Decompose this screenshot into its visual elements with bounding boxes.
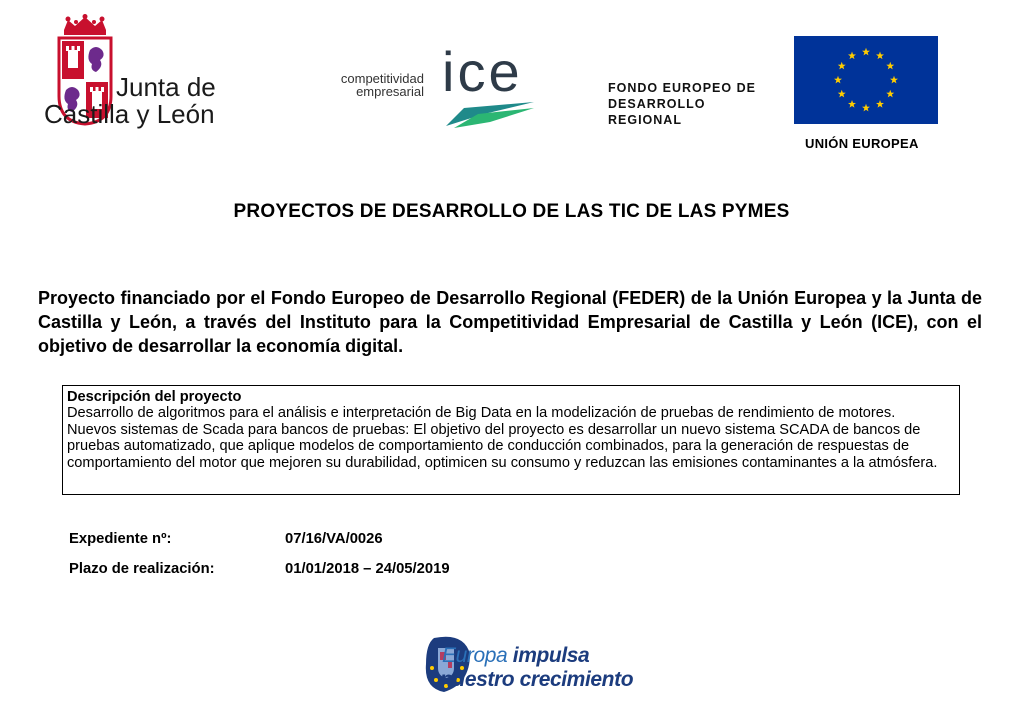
europa-impulsa-slogan: [440, 644, 633, 692]
jcyl-crown-icon: [60, 14, 110, 36]
expediente-value: 07/16/VA/0026: [285, 531, 383, 547]
jcyl-name-line2: Castilla y León: [44, 99, 215, 129]
eu-label: UNIÓN EUROPEA: [805, 136, 919, 151]
ice-logo-word: ice: [442, 40, 523, 103]
eu-flag-icon: [794, 36, 938, 124]
ice-caption-line1: competitividad: [340, 71, 424, 86]
jcyl-name-line1: Junta de: [116, 72, 216, 102]
feder-line3: REGIONAL: [608, 113, 682, 127]
ice-caption: [316, 72, 424, 98]
plazo-label: Plazo de realización:: [69, 561, 215, 577]
ice-swoosh-icon: [444, 100, 536, 130]
description-line1: Desarrollo de algoritmos para el análisis e interpretación de Big Data en la modelización de pruebas de rendimiento de motores.: [67, 405, 896, 422]
jcyl-logo-text: [44, 74, 216, 128]
description-line2: Nuevos sistemas de Scada para bancos de pruebas: El objetivo del proyecto es desarrollar un nuevo sistema SCADA de bancos de pruebas automatizado, que aplique modelos de comportamiento de conducción combinados, para la generación de respuestas de comportamiento del motor que mejoren su durabilidad, optimicen su consumo y reduzcan las emisiones contaminantes a la atmósfera.: [67, 421, 938, 471]
slogan-word2: impulsa: [512, 644, 590, 667]
project-description-box: [62, 385, 960, 495]
feder-line1: FONDO EUROPEO DE: [608, 81, 756, 95]
financing-paragraph: Proyecto financiado por el Fondo Europeo de Desarrollo Regional (FEDER) de la Unión Europea y la Junta de Castilla y León, a través del Instituto para la Competitividad Empresarial de Castilla y León (ICE), con el objetivo de desarrollar la economía digital.: [38, 288, 982, 356]
ice-caption-line2: empresarial: [356, 84, 424, 99]
page-title: PROYECTOS DE DESARROLLO DE LAS TIC DE LAS PYMES: [233, 201, 790, 222]
expediente-label: Expediente nº:: [69, 531, 172, 547]
slogan-word1: Europa: [442, 644, 508, 667]
feder-line2: DESARROLLO: [608, 97, 706, 111]
plazo-value: 01/01/2018 – 24/05/2019: [285, 561, 450, 577]
description-heading: Descripción del proyecto: [67, 389, 242, 405]
slogan-line2: nuestro crecimiento: [440, 668, 634, 691]
feder-label: [608, 80, 756, 128]
